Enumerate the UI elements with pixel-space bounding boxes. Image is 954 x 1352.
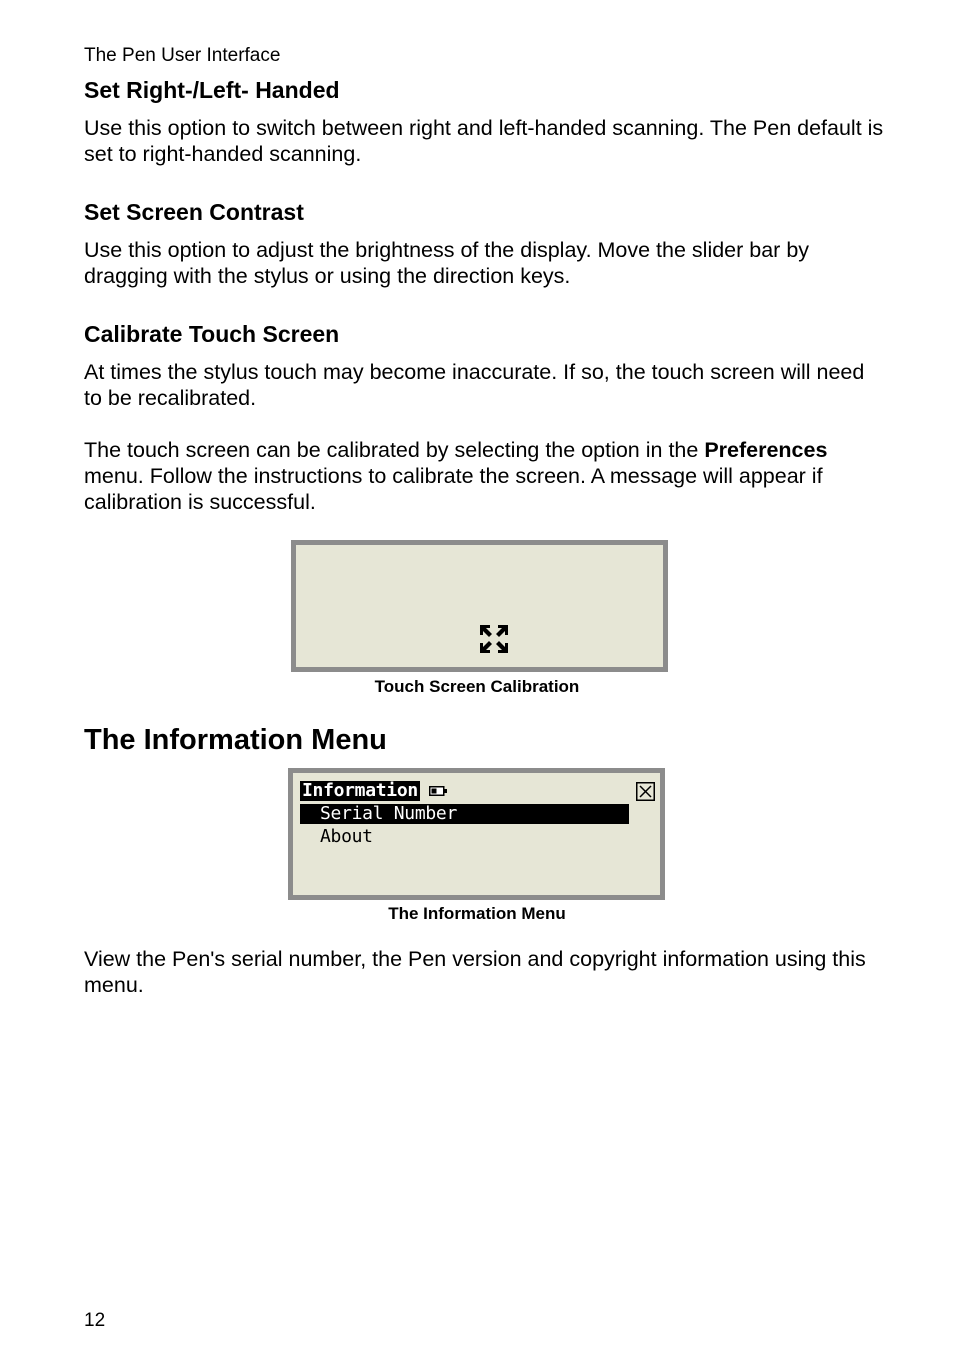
running-header: The Pen User Interface bbox=[84, 45, 281, 66]
figure-caption-information: The Information Menu bbox=[388, 904, 566, 923]
figure-caption-calibration: Touch Screen Calibration bbox=[374, 677, 580, 696]
menu-title: Information bbox=[302, 780, 418, 801]
information-menu-screen bbox=[288, 768, 665, 900]
section-heading-calibrate: Calibrate Touch Screen bbox=[84, 321, 340, 347]
section-heading-handed: Set Right-/Left- Handed bbox=[84, 77, 340, 103]
calibration-screen-figure bbox=[291, 540, 668, 672]
section-heading-information: The Information Menu bbox=[84, 724, 387, 756]
calibrate-text-after: menu. Follow the instructions to calibrate the screen. A message will appear if calibration is successful. bbox=[84, 464, 823, 514]
section-heading-contrast: Set Screen Contrast bbox=[84, 199, 304, 225]
section-body-handed: Use this option to switch between right and left-handed scanning. The Pen default is set to right-handed scanning. bbox=[84, 116, 884, 166]
section-body-calibrate-1: At times the stylus touch may become inaccurate. If so, the touch screen will need to be recalibrated. bbox=[84, 360, 865, 410]
calibrate-text-before: The touch screen can be calibrated by selecting the option in the bbox=[84, 438, 705, 462]
section-body-calibrate-2 bbox=[84, 437, 884, 515]
battery-icon bbox=[429, 786, 447, 796]
section-body-information: View the Pen's serial number, the Pen version and copyright information using this menu. bbox=[84, 947, 866, 997]
close-box-icon[interactable] bbox=[636, 782, 655, 801]
menu-item-about[interactable]: About bbox=[320, 826, 373, 847]
menu-item-serial-number[interactable]: Serial Number bbox=[300, 804, 629, 824]
page-number: 12 bbox=[84, 1310, 106, 1331]
crosshair-target-icon[interactable] bbox=[480, 625, 508, 653]
section-body-contrast: Use this option to adjust the brightness of the display. Move the slider bar by dragging with the stylus or using the direction keys. bbox=[84, 238, 810, 288]
preferences-menu-reference: Preferences bbox=[704, 438, 828, 462]
